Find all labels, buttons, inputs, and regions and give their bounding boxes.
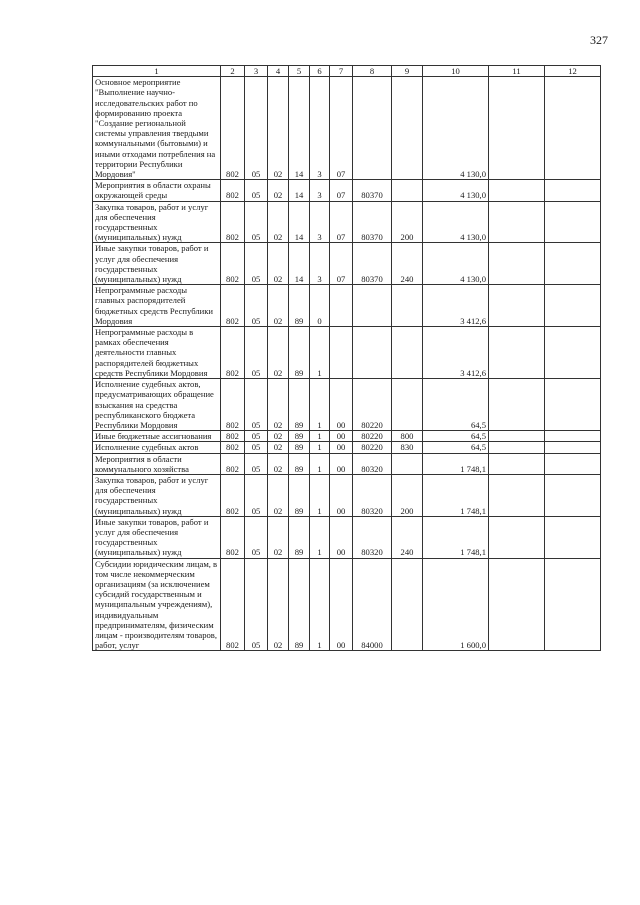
cell-expense-type — [392, 285, 423, 327]
cell-ministry: 802 — [221, 285, 245, 327]
cell-amount: 1 748,1 — [423, 453, 489, 474]
cell-subprogram: 1 — [310, 379, 330, 431]
cell-col-12 — [545, 516, 601, 558]
cell-program: 89 — [289, 558, 310, 651]
cell-subprogram: 1 — [310, 516, 330, 558]
cell-col-11 — [489, 77, 545, 180]
cell-event — [330, 285, 353, 327]
cell-program: 14 — [289, 201, 310, 243]
cell-subsection: 02 — [268, 201, 289, 243]
cell-subsection: 02 — [268, 516, 289, 558]
col-header-6: 6 — [310, 66, 330, 77]
cell-col-11 — [489, 558, 545, 651]
cell-section: 05 — [245, 379, 268, 431]
table-row — [93, 558, 601, 651]
cell-col-12 — [545, 474, 601, 516]
cell-subsection: 02 — [268, 180, 289, 201]
cell-subprogram: 3 — [310, 201, 330, 243]
cell-direction: 80370 — [353, 201, 392, 243]
cell-program: 89 — [289, 285, 310, 327]
header-row — [93, 66, 601, 77]
col-header-12: 12 — [545, 66, 601, 77]
cell-direction: 80370 — [353, 180, 392, 201]
cell-section: 05 — [245, 558, 268, 651]
cell-direction: 80320 — [353, 516, 392, 558]
row-description: Иные закупки товаров, работ и услуг для обеспечения государственных (муниципальных) нужд — [93, 243, 221, 285]
cell-event: 00 — [330, 558, 353, 651]
cell-col-12 — [545, 243, 601, 285]
col-header-7: 7 — [330, 66, 353, 77]
cell-amount: 64,5 — [423, 442, 489, 453]
cell-subsection: 02 — [268, 431, 289, 442]
cell-subprogram: 3 — [310, 77, 330, 180]
cell-subsection: 02 — [268, 243, 289, 285]
cell-program: 89 — [289, 442, 310, 453]
cell-expense-type — [392, 180, 423, 201]
col-header-1: 1 — [93, 66, 221, 77]
cell-expense-type: 800 — [392, 431, 423, 442]
col-header-8: 8 — [353, 66, 392, 77]
cell-program: 14 — [289, 180, 310, 201]
cell-direction: 80220 — [353, 442, 392, 453]
cell-event: 00 — [330, 474, 353, 516]
cell-col-12 — [545, 201, 601, 243]
cell-ministry: 802 — [221, 431, 245, 442]
cell-amount: 1 748,1 — [423, 516, 489, 558]
cell-program: 89 — [289, 516, 310, 558]
cell-direction: 80220 — [353, 379, 392, 431]
cell-amount: 4 130,0 — [423, 201, 489, 243]
cell-event: 00 — [330, 379, 353, 431]
cell-subsection: 02 — [268, 327, 289, 379]
row-description: Мероприятия в области коммунального хозяйства — [93, 453, 221, 474]
row-description: Закупка товаров, работ и услуг для обеспечения государственных (муниципальных) нужд — [93, 201, 221, 243]
cell-subsection: 02 — [268, 77, 289, 180]
cell-ministry: 802 — [221, 442, 245, 453]
row-description: Непрограммные расходы главных распорядителей бюджетных средств Республики Мордовия — [93, 285, 221, 327]
cell-subprogram: 3 — [310, 180, 330, 201]
cell-col-12 — [545, 442, 601, 453]
cell-section: 05 — [245, 285, 268, 327]
cell-subsection: 02 — [268, 474, 289, 516]
cell-amount: 1 748,1 — [423, 474, 489, 516]
cell-expense-type — [392, 77, 423, 180]
cell-expense-type: 240 — [392, 516, 423, 558]
table-body — [93, 77, 601, 651]
cell-section: 05 — [245, 516, 268, 558]
col-header-11: 11 — [489, 66, 545, 77]
col-header-3: 3 — [245, 66, 268, 77]
cell-section: 05 — [245, 431, 268, 442]
cell-col-12 — [545, 558, 601, 651]
cell-event: 07 — [330, 180, 353, 201]
table-row — [93, 442, 601, 453]
cell-ministry: 802 — [221, 201, 245, 243]
cell-direction: 80320 — [353, 453, 392, 474]
cell-section: 05 — [245, 201, 268, 243]
cell-program: 89 — [289, 327, 310, 379]
cell-col-11 — [489, 474, 545, 516]
cell-amount: 3 412,6 — [423, 327, 489, 379]
cell-subprogram: 1 — [310, 327, 330, 379]
cell-direction — [353, 285, 392, 327]
cell-program: 89 — [289, 431, 310, 442]
cell-expense-type: 200 — [392, 474, 423, 516]
cell-amount: 3 412,6 — [423, 285, 489, 327]
cell-col-11 — [489, 453, 545, 474]
cell-expense-type: 200 — [392, 201, 423, 243]
cell-section: 05 — [245, 474, 268, 516]
cell-section: 05 — [245, 180, 268, 201]
row-description: Мероприятия в области охраны окружающей среды — [93, 180, 221, 201]
cell-amount: 4 130,0 — [423, 243, 489, 285]
cell-col-12 — [545, 180, 601, 201]
cell-section: 05 — [245, 442, 268, 453]
cell-subprogram: 0 — [310, 285, 330, 327]
cell-col-11 — [489, 201, 545, 243]
cell-subprogram: 1 — [310, 442, 330, 453]
cell-subsection: 02 — [268, 442, 289, 453]
cell-subprogram: 3 — [310, 243, 330, 285]
cell-event: 07 — [330, 201, 353, 243]
cell-col-11 — [489, 180, 545, 201]
cell-expense-type — [392, 558, 423, 651]
cell-ministry: 802 — [221, 180, 245, 201]
cell-direction — [353, 327, 392, 379]
cell-col-11 — [489, 243, 545, 285]
cell-col-11 — [489, 285, 545, 327]
cell-program: 14 — [289, 243, 310, 285]
budget-table — [92, 65, 601, 651]
cell-direction: 84000 — [353, 558, 392, 651]
cell-amount: 64,5 — [423, 379, 489, 431]
cell-col-11 — [489, 379, 545, 431]
row-description: Субсидии юридическим лицам, в том числе некоммерческим организациям (за исключением субсидий государственным и муниципальным учреждениям), индивидуальным предпринимателям, физическим лицам - производителям товаров, работ, услуг — [93, 558, 221, 651]
cell-direction: 80370 — [353, 243, 392, 285]
cell-ministry: 802 — [221, 77, 245, 180]
page-number: 327 — [590, 33, 608, 47]
cell-subprogram: 1 — [310, 431, 330, 442]
table-row — [93, 474, 601, 516]
table-row — [93, 516, 601, 558]
cell-subprogram: 1 — [310, 558, 330, 651]
cell-subsection: 02 — [268, 453, 289, 474]
row-description: Исполнение судебных актов — [93, 442, 221, 453]
cell-ministry: 802 — [221, 453, 245, 474]
cell-program: 14 — [289, 77, 310, 180]
col-header-2: 2 — [221, 66, 245, 77]
cell-event: 00 — [330, 431, 353, 442]
cell-subprogram: 1 — [310, 453, 330, 474]
cell-amount: 64,5 — [423, 431, 489, 442]
cell-program: 89 — [289, 379, 310, 431]
cell-event: 00 — [330, 516, 353, 558]
cell-col-12 — [545, 453, 601, 474]
cell-amount: 4 130,0 — [423, 77, 489, 180]
col-header-9: 9 — [392, 66, 423, 77]
cell-col-12 — [545, 327, 601, 379]
cell-program: 89 — [289, 474, 310, 516]
row-description: Иные закупки товаров, работ и услуг для обеспечения государственных (муниципальных) нужд — [93, 516, 221, 558]
row-description: Закупка товаров, работ и услуг для обеспечения государственных (муниципальных) нужд — [93, 474, 221, 516]
cell-event: 00 — [330, 442, 353, 453]
cell-section: 05 — [245, 453, 268, 474]
cell-subprogram: 1 — [310, 474, 330, 516]
col-header-4: 4 — [268, 66, 289, 77]
table-row — [93, 431, 601, 442]
cell-event — [330, 327, 353, 379]
cell-amount: 1 600,0 — [423, 558, 489, 651]
cell-subsection: 02 — [268, 558, 289, 651]
cell-subsection: 02 — [268, 285, 289, 327]
col-header-5: 5 — [289, 66, 310, 77]
table-row — [93, 180, 601, 201]
cell-col-12 — [545, 379, 601, 431]
row-description: Основное мероприятие "Выполнение научно-исследовательских работ по формированию проекта "Создание региональной системы управления твердыми коммунальными (бытовыми) и иными отходами потребления на территории Республики Мордовия" — [93, 77, 221, 180]
cell-ministry: 802 — [221, 243, 245, 285]
cell-col-11 — [489, 327, 545, 379]
cell-ministry: 802 — [221, 474, 245, 516]
cell-col-12 — [545, 285, 601, 327]
cell-expense-type: 830 — [392, 442, 423, 453]
cell-section: 05 — [245, 77, 268, 180]
cell-event: 00 — [330, 453, 353, 474]
cell-section: 05 — [245, 243, 268, 285]
cell-ministry: 802 — [221, 516, 245, 558]
cell-section: 05 — [245, 327, 268, 379]
row-description: Иные бюджетные ассигнования — [93, 431, 221, 442]
cell-col-11 — [489, 442, 545, 453]
cell-col-12 — [545, 77, 601, 180]
cell-amount: 4 130,0 — [423, 180, 489, 201]
cell-direction: 80320 — [353, 474, 392, 516]
row-description: Исполнение судебных актов, предусматривающих обращение взыскания на средства республиканского бюджета Республики Мордовия — [93, 379, 221, 431]
cell-ministry: 802 — [221, 558, 245, 651]
col-header-10: 10 — [423, 66, 489, 77]
table-row — [93, 453, 601, 474]
cell-subsection: 02 — [268, 379, 289, 431]
cell-expense-type — [392, 453, 423, 474]
cell-expense-type — [392, 327, 423, 379]
table-row — [93, 201, 601, 243]
cell-direction — [353, 77, 392, 180]
cell-direction: 80220 — [353, 431, 392, 442]
cell-event: 07 — [330, 243, 353, 285]
cell-col-11 — [489, 516, 545, 558]
table-row — [93, 327, 601, 379]
cell-expense-type — [392, 379, 423, 431]
table-row — [93, 243, 601, 285]
table-row — [93, 77, 601, 180]
cell-ministry: 802 — [221, 327, 245, 379]
table-row — [93, 379, 601, 431]
cell-col-11 — [489, 431, 545, 442]
row-description: Непрограммные расходы в рамках обеспечения деятельности главных распорядителей бюджетных средств Республики Мордовия — [93, 327, 221, 379]
cell-event: 07 — [330, 77, 353, 180]
cell-expense-type: 240 — [392, 243, 423, 285]
cell-col-12 — [545, 431, 601, 442]
cell-ministry: 802 — [221, 379, 245, 431]
table-row — [93, 285, 601, 327]
cell-program: 89 — [289, 453, 310, 474]
